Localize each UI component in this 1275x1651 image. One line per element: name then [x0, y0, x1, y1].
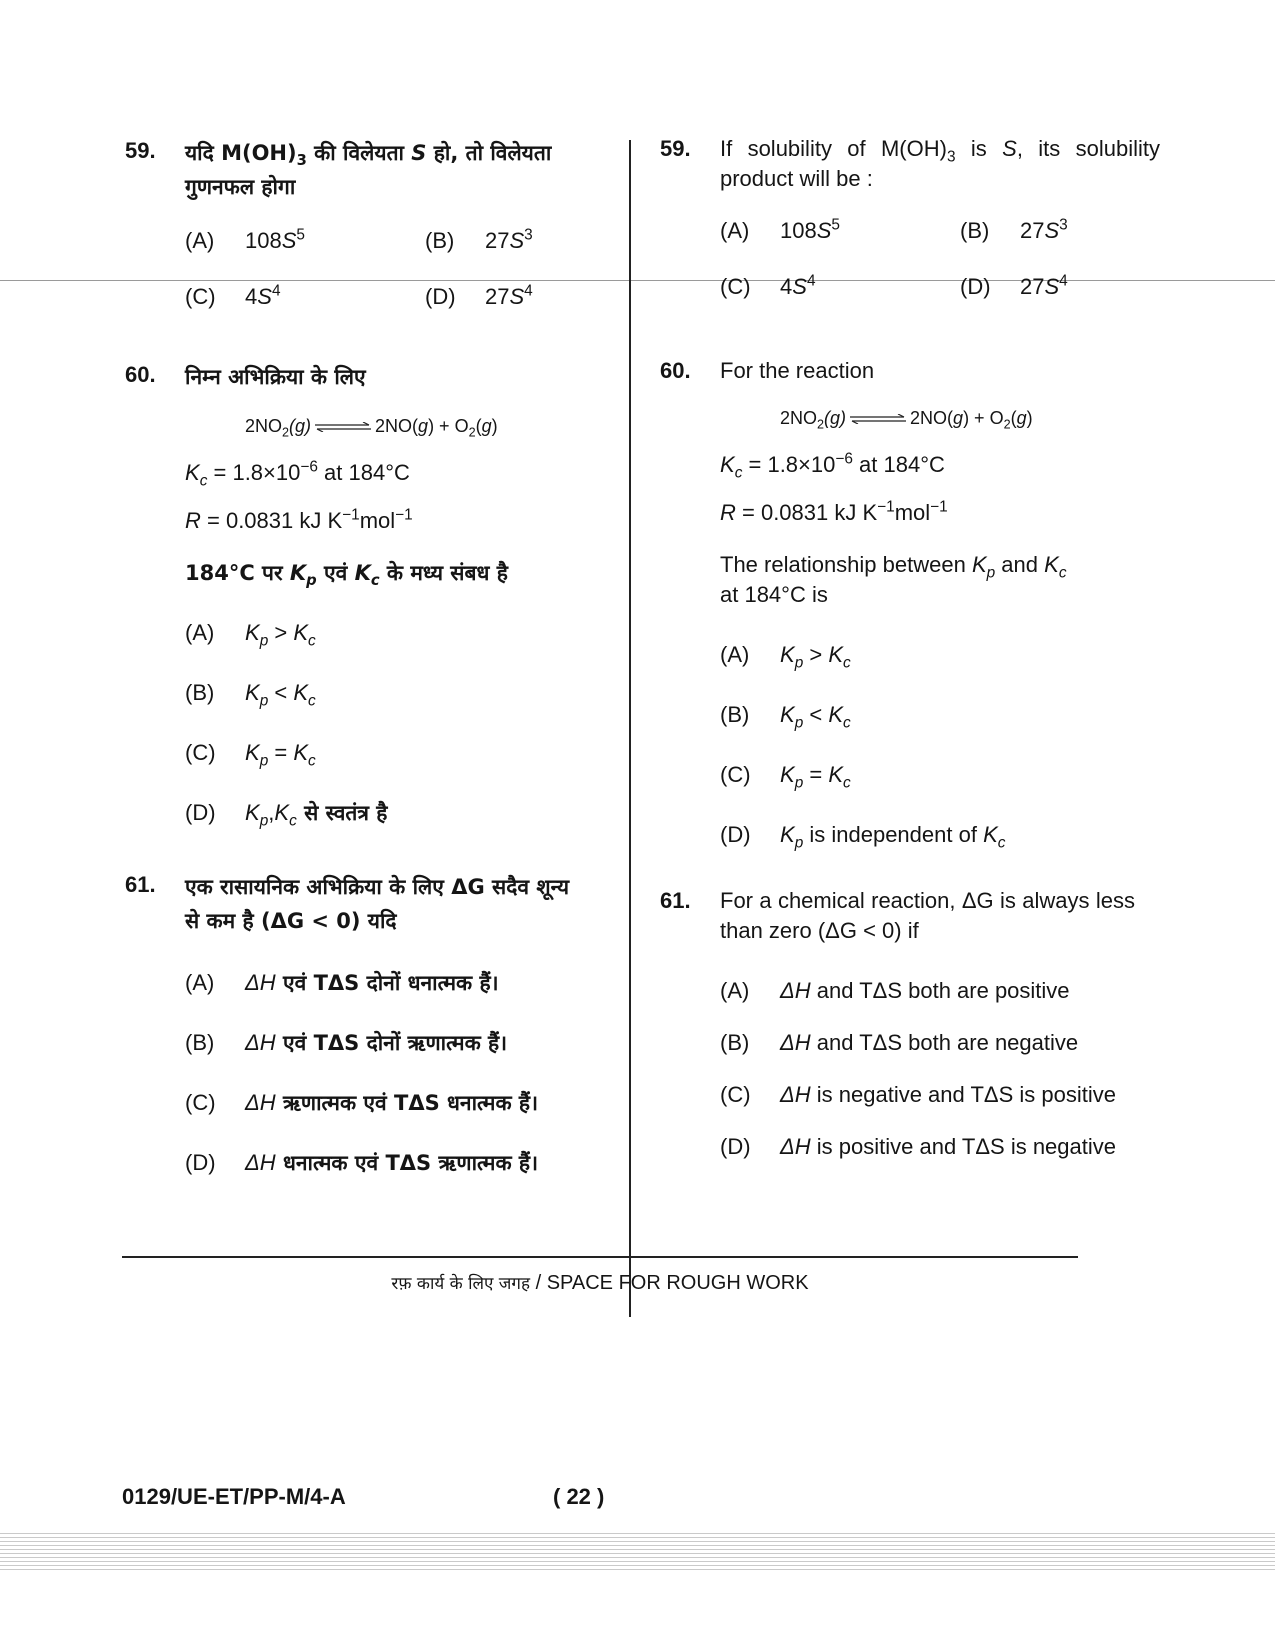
- option-a: (A) $108S^5$: [185, 226, 305, 253]
- reaction-equation: $2NO_2(g)$ $2NO(g) + O_2(g)$: [245, 416, 498, 440]
- footer-rule: [122, 1256, 1078, 1258]
- r-value: R = 0.0831 kJ $K^{-1}mol^{-1}$: [720, 498, 948, 525]
- question-stem: For the reaction: [720, 358, 875, 383]
- question-59-english: [660, 134, 1160, 302]
- english-column: [660, 130, 1160, 1162]
- question-stem: निम्न अभिक्रिया के लिए: [185, 365, 366, 389]
- column-divider: [629, 140, 631, 1317]
- option-a: (A) $K_p > K_c$: [720, 642, 851, 672]
- equilibrium-arrow-icon: [313, 422, 373, 432]
- options-grid: [185, 226, 625, 312]
- question-61-english: [660, 886, 1135, 1162]
- question-stem: यदि $M(OH)_3$ की विलेयता S हो, तो विलेयता गुणनफल होगा: [185, 141, 552, 199]
- option-b: (B) $K_p < K_c$: [185, 680, 316, 710]
- option-a: (A) ΔH एवं TΔS दोनों धनात्मक हैं।: [185, 970, 499, 995]
- option-a: (A) $K_p > K_c$: [185, 620, 316, 650]
- reaction-equation: $2NO_2(g)$ $2NO(g) + O_2(g)$: [780, 408, 1033, 432]
- options-grid: [720, 216, 1160, 302]
- option-c: (C) $K_p = K_c$: [720, 762, 851, 792]
- question-60-english: [660, 356, 1135, 850]
- page-number: ( 22 ): [553, 1484, 605, 1509]
- question-60-hindi: [125, 360, 605, 828]
- options-list: [185, 618, 605, 828]
- option-a: (A) $108S^5$: [720, 216, 840, 243]
- relation-question: 184°C पर $K_p$ एवं $K_c$ के मध्य संबध है: [185, 561, 508, 590]
- equilibrium-arrow-icon: [848, 414, 908, 424]
- rough-work-caption: रफ़ कार्य के लिए जगह / SPACE FOR ROUGH WORK: [391, 1272, 809, 1294]
- question-number: 59.: [125, 138, 156, 163]
- scan-edge-lines: [0, 1533, 1275, 1573]
- option-b: (B) $27S^3$: [425, 226, 533, 253]
- option-d: (D) $K_p,K_c$ से स्वतंत्र है: [185, 800, 388, 830]
- options-list: [720, 640, 1135, 850]
- kc-value: $K_c = 1.8\times 10^{-6}$ at 184°C: [720, 450, 945, 482]
- option-b: (B) $K_p < K_c$: [720, 702, 851, 732]
- option-d: (D) ΔH धनात्मक एवं TΔS ऋणात्मक हैं।: [185, 1150, 539, 1175]
- option-b: (B) ΔH and TΔS both are negative: [720, 1030, 1079, 1055]
- question-stem: If solubility of $M(OH)_3$ is S, its solubility product will be :: [720, 136, 1160, 191]
- option-a: (A) ΔH and TΔS both are positive: [720, 978, 1070, 1003]
- question-number: 60.: [125, 362, 156, 387]
- option-d: (D) $27S^4$: [960, 272, 1068, 299]
- r-value: R = 0.0831 kJ $K^{-1}mol^{-1}$: [185, 506, 413, 533]
- question-stem: एक रासायनिक अभिक्रिया के लिए ΔG सदैव शून्य से कम है (ΔG < 0) यदि: [185, 875, 569, 933]
- option-c: (C) ΔH is negative and TΔS is positive: [720, 1082, 1116, 1107]
- question-number: 61.: [125, 872, 156, 897]
- paper-code: 0129/UE-ET/PP-M/4-A: [122, 1484, 346, 1509]
- question-number: 61.: [660, 888, 691, 913]
- option-c: (C) $4S^4$: [720, 272, 816, 299]
- kc-value: $K_c = 1.8\times 10^{-6}$ at 184°C: [185, 458, 410, 490]
- option-d: (D) $27S^4$: [425, 282, 533, 309]
- hindi-column: [125, 130, 605, 1178]
- option-c: (C) $4S^4$: [185, 282, 281, 309]
- option-d: (D) $K_p$ is independent of $K_c$: [720, 822, 1006, 852]
- relation-question: The relationship between $K_p$ and $K_c$ at 184°C is: [720, 552, 1067, 607]
- question-59-hindi: [125, 136, 605, 312]
- question-stem: For a chemical reaction, ΔG is always less than zero (ΔG < 0) if: [720, 888, 1135, 943]
- option-c: (C) ΔH ऋणात्मक एवं TΔS धनात्मक हैं।: [185, 1090, 539, 1115]
- options-list: [185, 968, 605, 1178]
- option-d: (D) ΔH is positive and TΔS is negative: [720, 1134, 1116, 1159]
- question-number: 60.: [660, 358, 691, 383]
- option-b: (B) ΔH एवं TΔS दोनों ऋणात्मक हैं।: [185, 1030, 508, 1055]
- question-number: 59.: [660, 136, 691, 161]
- options-list: [720, 976, 1135, 1162]
- question-61-hindi: [125, 870, 605, 1178]
- option-b: (B) $27S^3$: [960, 216, 1068, 243]
- option-c: (C) $K_p = K_c$: [185, 740, 316, 770]
